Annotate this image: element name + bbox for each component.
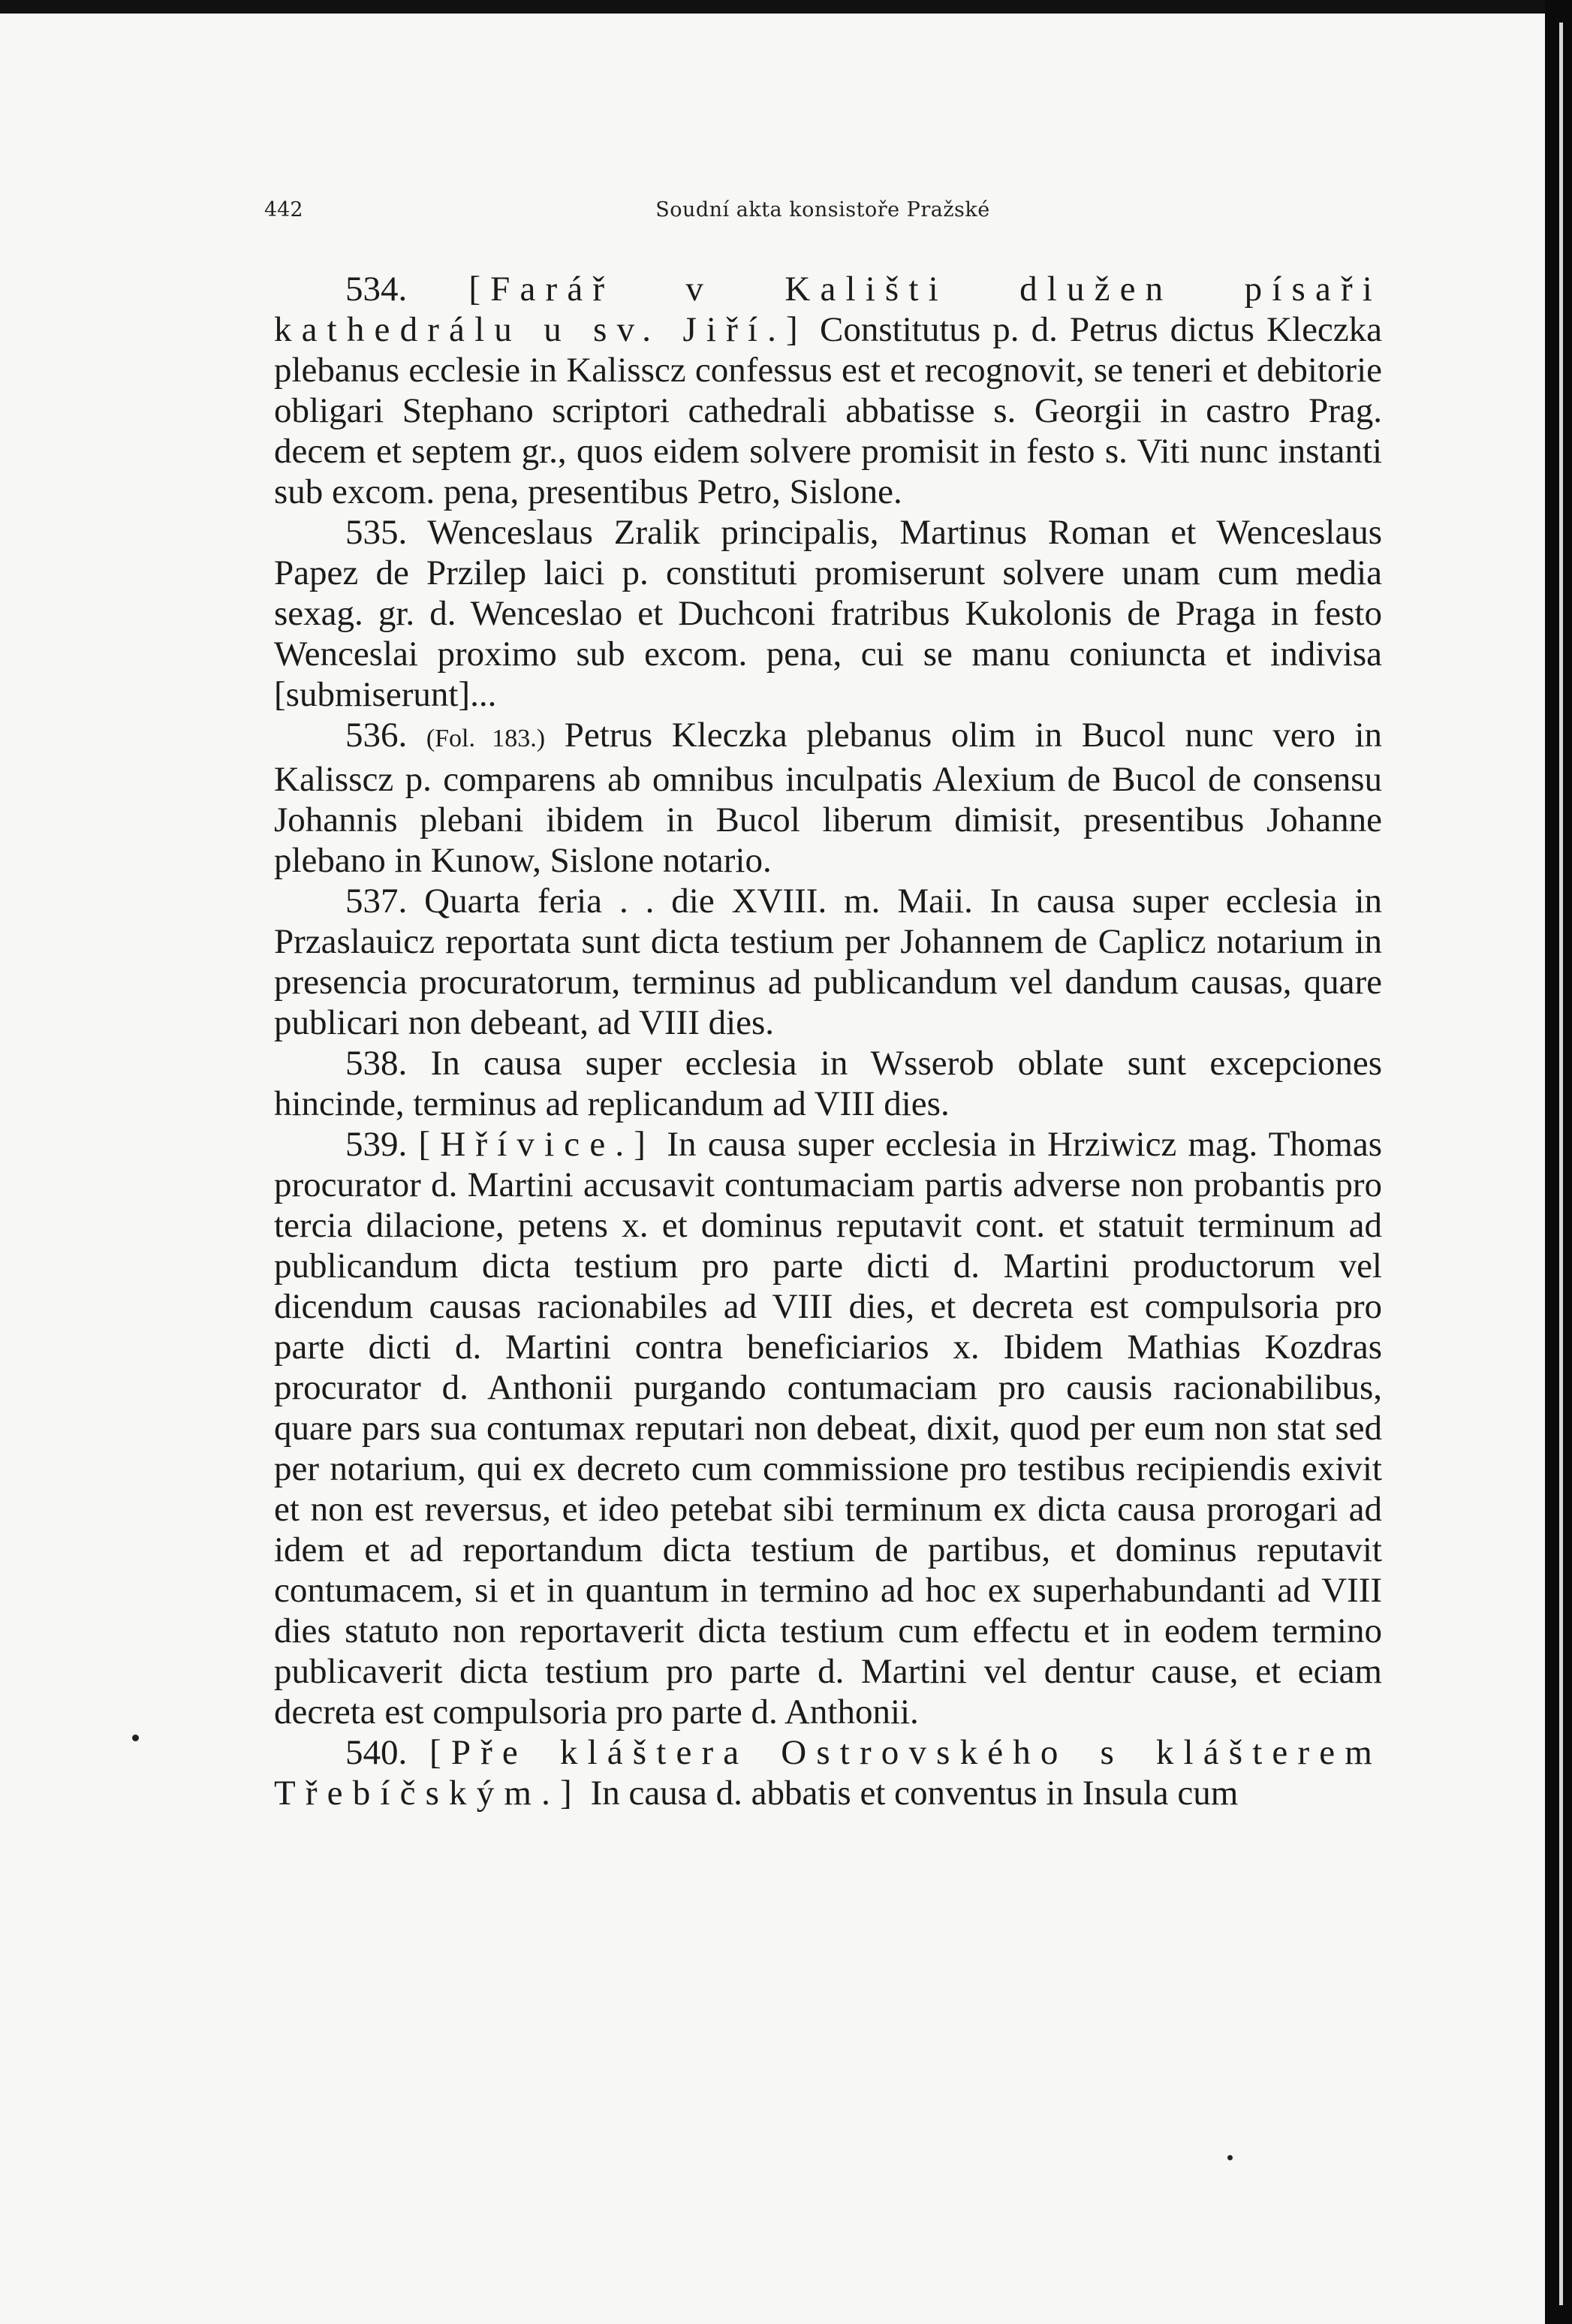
entry-535 bbox=[274, 512, 1382, 715]
page-edge-line bbox=[1559, 23, 1563, 2305]
entry-text: Wenceslaus Zralik principalis, Martinus Roman et Wenceslaus Papez de Przilep laici p. constituti promiserunt solvere unam cum media sexag. gr. d. Wenceslao et Duchconi fratribus Kukolonis de Praga in festo Wenceslai proximo sub excom. pena, cui se manu coniuncta et indivisa [submiserunt]... bbox=[274, 513, 1382, 714]
entry-536 bbox=[274, 715, 1382, 881]
page-number: 442 bbox=[264, 198, 303, 222]
entry-number: 538. bbox=[345, 1044, 408, 1083]
entry-number: 539. bbox=[345, 1125, 408, 1164]
entry-text: Petrus Kleczka plebanus olim in Bucol nunc vero in Kalisscz p. comparens ab omnibus inculpatis Alexium de Bucol de consensu Johannis plebani ibidem in Bucol liberum dimisit, presentibus Johanne plebano in Kunow, Sislone notario. bbox=[274, 716, 1383, 880]
entry-heading: [Farář v Kališti dlužen písaři kathedrálu u sv. Jiří.] bbox=[274, 270, 1383, 349]
entry-number: 537. bbox=[345, 882, 408, 921]
entry-text: Constitutus p. d. Petrus dictus Kleczka plebanus ecclesie in Kalissсz confessus est et recognovit, se teneri et debitorie obligari Stephano scriptori cathedrali abbatisse s. Georgii in castro Prag. decem et septem gr., quos eidem solvere promisit in festo s. Viti nunc instanti sub excom. pena, presentibus Petro, Sislone. bbox=[274, 310, 1383, 511]
entry-number: 540. bbox=[345, 1733, 408, 1772]
scan-edge bbox=[1545, 0, 1572, 2324]
entry-number: 535. bbox=[345, 513, 408, 552]
entry-text: Quarta feria . . die XVIII. m. Maii. In causa super ecclesia in Przaslauicz reportata sunt dicta testium per Johannem de Caplicz notarium in presencia procuratorum, terminus ad publicandum vel dandum causas, quare publicari non debeant, ad VIII dies. bbox=[274, 882, 1383, 1042]
main-text bbox=[274, 269, 1382, 1813]
document-page bbox=[0, 14, 1545, 2324]
entry-540 bbox=[274, 1732, 1382, 1813]
entry-heading: [Hřívice.] bbox=[418, 1125, 656, 1164]
entry-heading: [Pře kláštera Ostrovského s klášterem Třebíčským.] bbox=[274, 1733, 1382, 1813]
entry-539 bbox=[274, 1124, 1382, 1732]
folio-reference: (Fol. 183.) bbox=[426, 725, 546, 752]
entry-text: In causa d. abbatis et conventus in Insula cum bbox=[590, 1774, 1239, 1813]
page-header bbox=[264, 198, 1381, 228]
running-title: Soudní akta konsistoře Pražské bbox=[655, 198, 990, 222]
scan-speck bbox=[1227, 2155, 1233, 2160]
entry-number: 536. bbox=[345, 716, 408, 755]
entry-538 bbox=[274, 1043, 1382, 1124]
entry-534 bbox=[274, 269, 1382, 512]
entry-number: 534. bbox=[345, 270, 408, 309]
entry-text: In causa super ecclesia in Wsserob oblate sunt excepciones hincinde, terminus ad replicandum ad VIII dies. bbox=[274, 1044, 1383, 1123]
entry-text: In causa super ecclesia in Hrziwicz mag. Thomas procurator d. Martini accusavit contumaciam partis adverse non probantis pro tercia dilacione, petens x. et dominus reputavit cont. et statuit terminum ad publicandum dicta testium pro parte dicti d. Martini productorum vel dicendum causas racionabiles ad VIII dies, et decreta est compulsoria pro parte dicti d. Martini contra beneficiarios x. Ibidem Mathias Kozdras procurator d. Anthonii purgando contumaciam pro causis racionabilibus, quare pars sua contumax reputari non debeat, dixit, quod per eum non stat sed per notarium, qui ex decreto cum commissione pro testibus recipiendis exivit et non est reversus, et ideo petebat sibi terminum ex dicta causa prorogari ad idem et ad reportandum dicta testium de partibus, et dominus reputavit contumacem, si et in quantum in termino ad hoc ex superhabundanti ad VIII dies statuto non reportaverit dicta testium cum effectu et in eodem termino publicaverit dicta testium pro parte d. Martini vel dentur cause, et eciam decreta est compulsoria pro parte d. Anthonii. bbox=[274, 1125, 1382, 1732]
scan-speck bbox=[132, 1735, 139, 1741]
entry-537 bbox=[274, 881, 1382, 1043]
